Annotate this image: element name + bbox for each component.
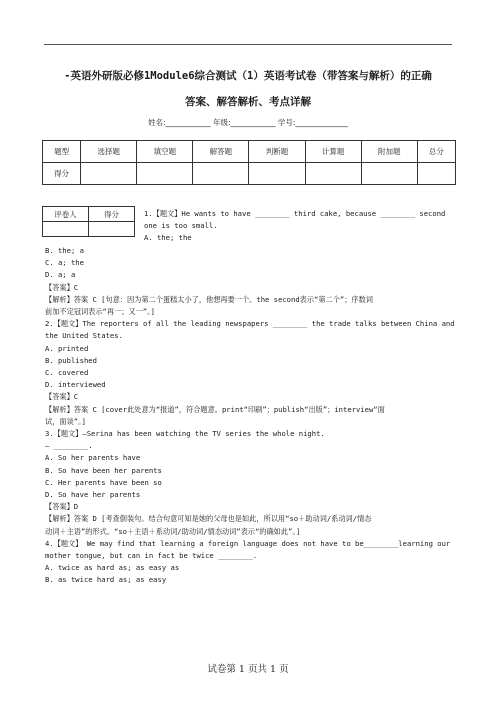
reviewer-cell[interactable] — [43, 222, 89, 237]
header-cell: 附加题 — [361, 141, 417, 163]
header-cell: 选择题 — [81, 141, 137, 163]
text-line: C. a; the — [45, 258, 84, 268]
score-table-score-row — [43, 163, 456, 185]
analysis-line: 【解析】答案 D [考查倒装句。结合句意可知是她的父母也是如此，所以用“so＋助动词/系动词/情态 — [45, 514, 372, 524]
text-line: C. covered — [45, 368, 89, 378]
analysis-line: 【解析】答案 C [cover此处意为“报道”，符合题意。print“印刷”；publish“出版”；interview“面 — [45, 404, 385, 414]
page-footer: 试卷第 1 页共 1 页 — [207, 664, 289, 675]
option-line: A. the; the — [144, 233, 192, 243]
header-cell: 填空题 — [137, 141, 193, 163]
text-line: B. as twice hard as; as easy — [45, 575, 167, 585]
text-line: B. published — [45, 355, 97, 365]
grader-score-label: 得分 — [89, 207, 135, 222]
header-cell: 判断题 — [249, 141, 305, 163]
text-line: D. So have her parents — [45, 490, 141, 500]
text-line: mother tongue, but can in fact be twice ________. — [45, 551, 258, 561]
header-cell: 计算题 — [305, 141, 361, 163]
header-rule — [44, 44, 452, 45]
question-body — [45, 245, 455, 587]
text-line: B. the; a — [45, 246, 84, 255]
analysis-line: 前加不定冠词表示“再一；又一”。] — [45, 307, 156, 317]
answer-line: 【答案】D — [45, 502, 79, 512]
text-line: — ________. — [45, 441, 93, 451]
answer-line: 【答案】C — [45, 282, 79, 292]
score-cell[interactable] — [137, 163, 193, 185]
score-table-header-row — [43, 141, 456, 163]
page-subtitle: 答案、解答解析、考点详解 — [185, 96, 311, 108]
header-cell: 题型 — [43, 141, 81, 163]
answer-line: 【答案】C — [45, 392, 79, 402]
text-line: A. twice as hard as; as easy as — [45, 563, 180, 573]
reviewer-label: 评卷人 — [43, 207, 89, 222]
analysis-line: 【解析】答案 C [句意：因为第二个蛋糕太小了，他想再要一个。the second表示“第二个”；序数词 — [45, 294, 373, 304]
text-line: A. printed — [45, 343, 89, 353]
question-line: one is too small. — [144, 221, 218, 231]
text-line: C. Her parents have been so — [45, 477, 162, 487]
text-line: 2.【题文】The reporters of all the leading newspapers ________ the trade talks between China and — [45, 319, 455, 329]
text-line: the United States. — [45, 331, 123, 341]
student-info-line: 姓名:____________ 年级:____________ 学号:______________ — [148, 118, 348, 127]
page-title: -英语外研版必修1Module6综合测试（1）英语考试卷（带答案与解析）的正确 — [64, 70, 432, 82]
analysis-line: 动词＋主语”的形式。“so＋主语＋系动词/助动词/情态动词”表示“的确如此”。] — [45, 526, 301, 536]
grader-score-cell[interactable] — [89, 222, 135, 237]
score-cell[interactable] — [193, 163, 249, 185]
text-line: A. So her parents have — [45, 453, 141, 463]
text-line: D. a; a — [45, 270, 76, 280]
score-cell[interactable] — [361, 163, 417, 185]
grader-box — [42, 206, 135, 237]
text-line: 4.【题文】 We may find that learning a foreign language does not have to be________learning our — [45, 538, 451, 548]
text-line: D. interviewed — [45, 380, 106, 390]
score-table — [42, 140, 456, 185]
score-cell[interactable] — [417, 163, 455, 185]
text-line: B. So have been her parents — [45, 465, 162, 475]
analysis-line: 试，面谈”。] — [45, 416, 86, 426]
question-line: 1.【题文】He wants to have ________ third cake, because ________ second — [144, 209, 446, 218]
header-cell: 解答题 — [193, 141, 249, 163]
text-line: 3.【题文】—Serina has been watching the TV series the whole night. — [45, 429, 325, 439]
question-1 — [144, 208, 454, 245]
score-cell[interactable] — [81, 163, 137, 185]
score-cell[interactable] — [305, 163, 361, 185]
score-cell[interactable] — [249, 163, 305, 185]
row-label: 得分 — [43, 163, 81, 185]
header-cell: 总分 — [417, 141, 455, 163]
